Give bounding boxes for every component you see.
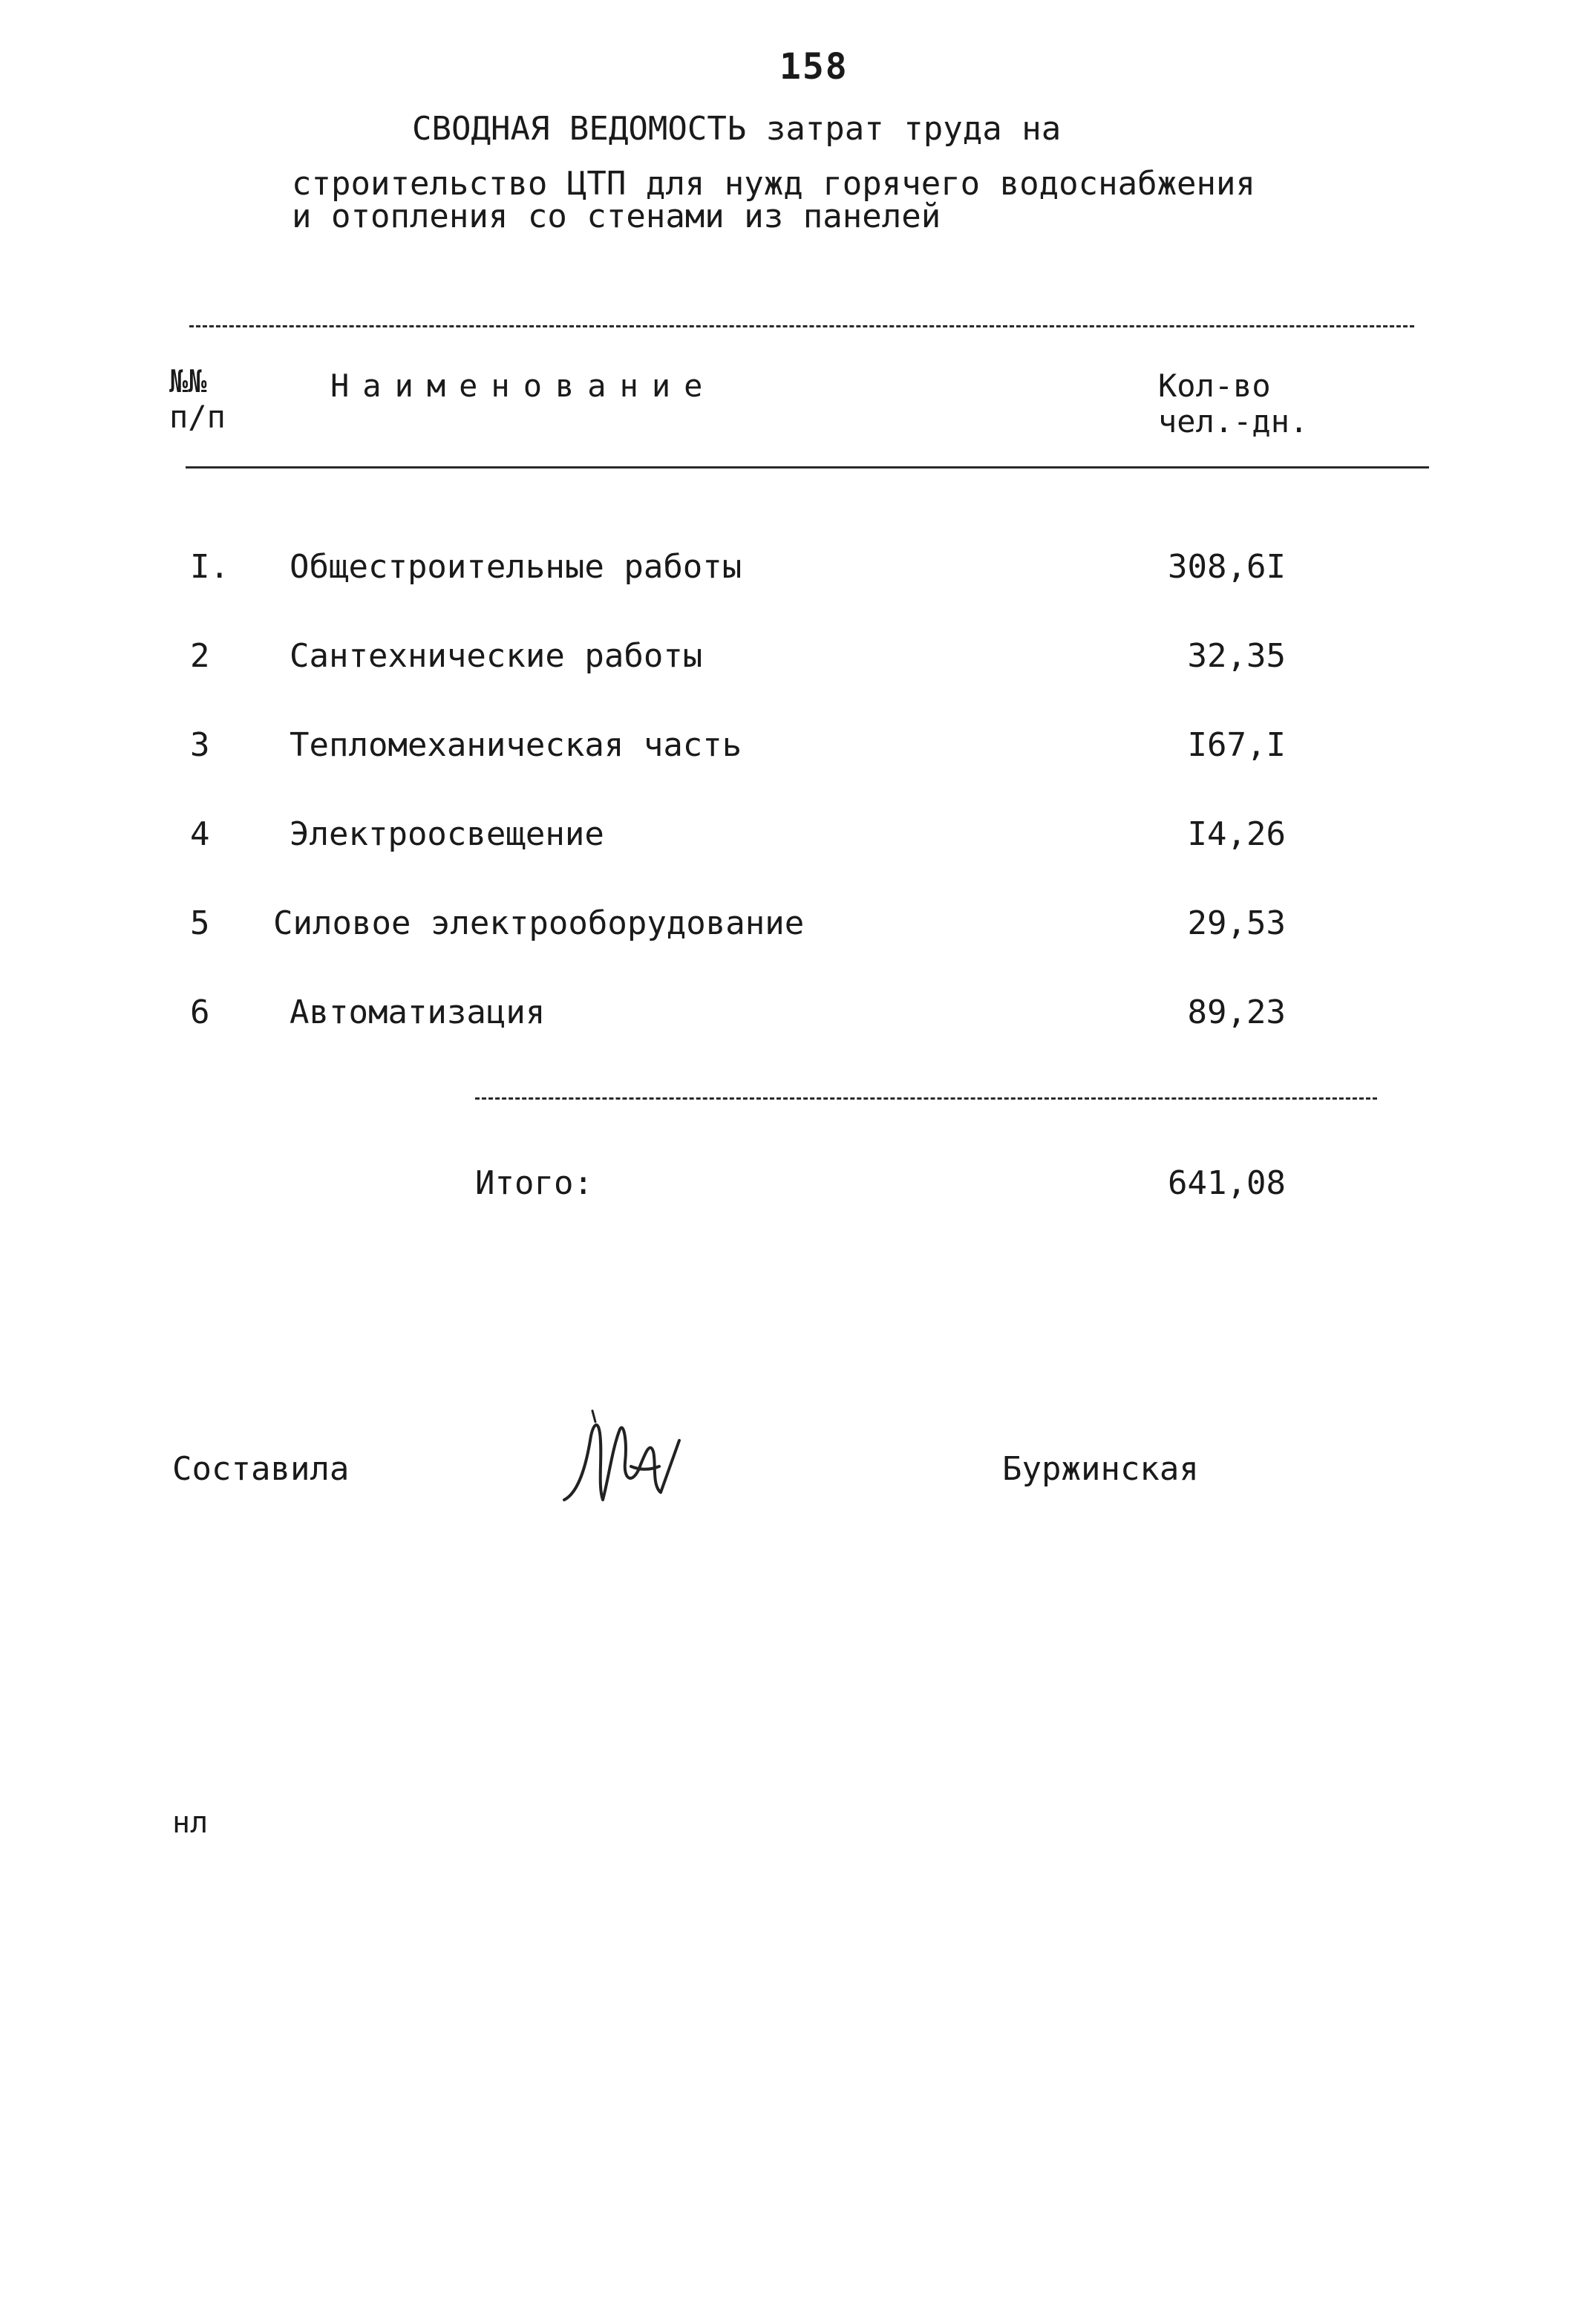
row-number: I. bbox=[190, 548, 229, 586]
footer-mark: нл bbox=[172, 1806, 209, 1840]
document-title: СВОДНАЯ ВЕДОМОСТЬ затрат труда на bbox=[412, 110, 1062, 148]
row-name: Автоматизация bbox=[290, 993, 546, 1031]
table-row bbox=[0, 904, 1579, 949]
row-value: I67,I bbox=[1187, 726, 1286, 764]
row-number: 4 bbox=[190, 815, 210, 853]
row-value: I4,26 bbox=[1187, 815, 1286, 853]
row-number: 6 bbox=[190, 993, 210, 1031]
row-value: 89,23 bbox=[1187, 993, 1286, 1031]
compiler-name: Буржинская bbox=[1002, 1450, 1199, 1488]
total-label: Итого: bbox=[475, 1164, 593, 1202]
handwritten-signature-icon bbox=[557, 1396, 705, 1515]
table-row bbox=[0, 548, 1579, 593]
row-name: Тепломеханическая часть bbox=[290, 726, 742, 764]
document-subtitle-line-2: и отопления со стенами из панелей bbox=[292, 198, 941, 235]
row-value: 32,35 bbox=[1187, 637, 1286, 675]
row-number: 2 bbox=[190, 637, 210, 675]
row-name: Общестроительные работы bbox=[290, 548, 742, 586]
row-name: Электроосвещение bbox=[290, 815, 604, 853]
table-row bbox=[0, 815, 1579, 860]
header-number: №№ п/п bbox=[169, 363, 226, 436]
header-divider bbox=[186, 466, 1429, 469]
page-number: 158 bbox=[779, 46, 849, 88]
table-row bbox=[0, 637, 1579, 682]
header-name: Наименование bbox=[330, 368, 716, 404]
row-number: 3 bbox=[190, 726, 210, 764]
row-name: Силовое электрооборудование bbox=[273, 904, 805, 942]
table-row bbox=[0, 726, 1579, 771]
row-number: 5 bbox=[190, 904, 210, 942]
total-value: 641,08 bbox=[1168, 1164, 1286, 1202]
table-row bbox=[0, 993, 1579, 1038]
compiled-by-label: Составила bbox=[172, 1450, 350, 1488]
table-top-rule bbox=[189, 325, 1414, 327]
total-divider bbox=[475, 1097, 1377, 1100]
row-name: Сантехнические работы bbox=[290, 637, 703, 675]
row-value: 29,53 bbox=[1187, 904, 1286, 942]
header-quantity: Кол-во чел.-дн. bbox=[1158, 368, 1309, 440]
row-value: 308,6I bbox=[1168, 548, 1286, 586]
document-subtitle-line-1: строительство ЦТП для нужд горячего водоснабжения bbox=[292, 165, 1256, 203]
